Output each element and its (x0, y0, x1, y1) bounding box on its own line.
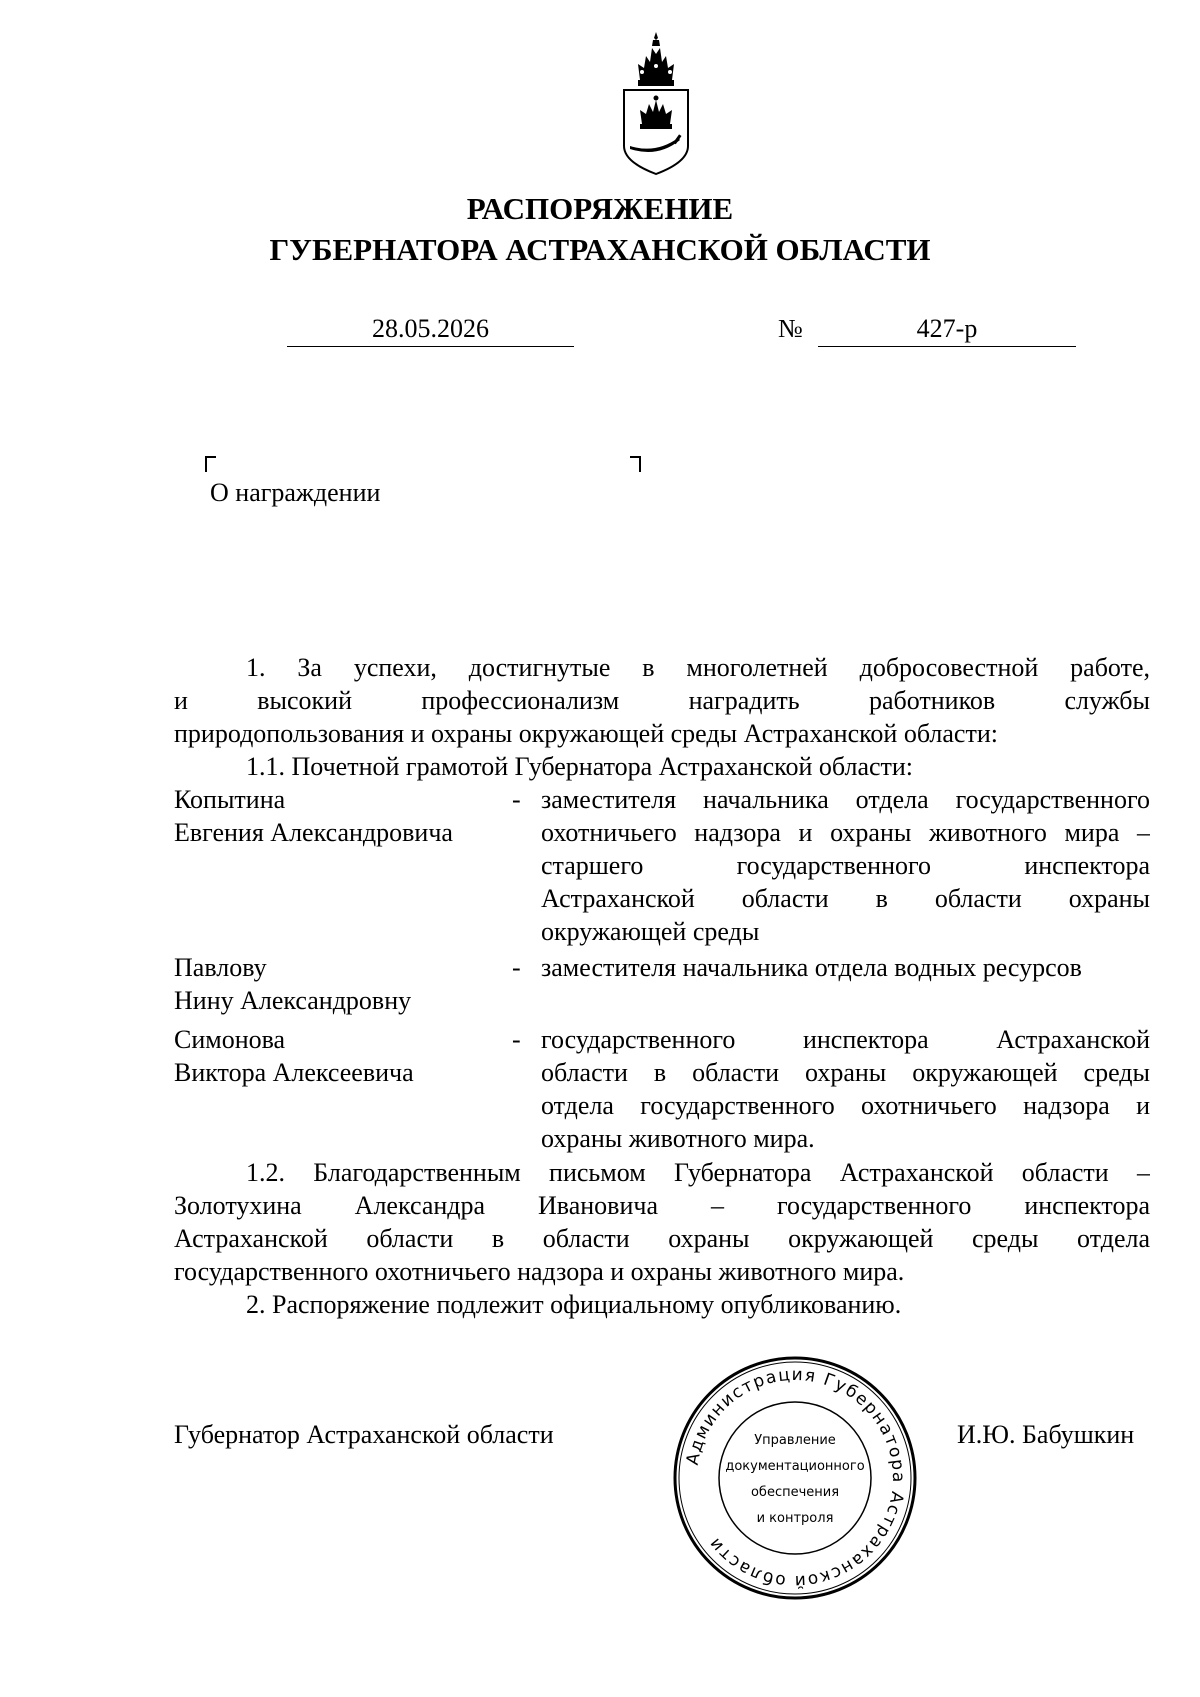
document-title: РАСПОРЯЖЕНИЕ (466, 191, 734, 226)
position-line: отдела государственного охотничьего надзора и (541, 1091, 1150, 1120)
signatory-position: Губернатор Астраханской области (174, 1420, 554, 1449)
awardee-position (541, 951, 1150, 984)
awardee-surname: Павлову (174, 953, 267, 982)
issuer-title: ГУБЕРНАТОРА АСТРАХАНСКОЙ ОБЛАСТИ (269, 232, 931, 267)
position-line: старшего государственного инспектора (541, 851, 1150, 880)
document-number: 427-р (818, 312, 1076, 347)
paragraph-line: природопользования и охраны окружающей среды Астраханской области: (174, 719, 998, 748)
awardee-given-names: Евгения Александровича (174, 818, 453, 847)
paragraph-1-1: 1.1. Почетной грамотой Губернатора Астраханской области: (246, 752, 914, 781)
awardee-position (541, 783, 1150, 948)
position-line: заместителя начальника отдела водных ресурсов (541, 953, 1082, 982)
stamp-inner-line: Управление (754, 1433, 836, 1448)
position-line: государственного инспектора Астраханской (541, 1025, 1150, 1054)
stamp-ring-text: Администрация Губернатора Астраханской области (682, 1364, 909, 1592)
paragraph-line: и высокий профессионализм наградить работников службы (174, 686, 1150, 715)
coat-of-arms-icon (616, 28, 696, 178)
stamp-inner-line: и контроля (756, 1511, 834, 1526)
paragraph-line: 1.2. Благодарственным письмом Губернатора Астраханской области – (246, 1158, 1150, 1187)
document-date: 28.05.2026 (287, 312, 574, 347)
paragraph-line: Золотухина Александра Ивановича – государственного инспектора (174, 1191, 1150, 1220)
official-stamp (672, 1355, 918, 1601)
number-label: № (778, 314, 803, 343)
awardee-dash: - (512, 785, 521, 814)
position-line: охотничьего надзора и охраны животного мира – (541, 818, 1150, 847)
subject-corner-left (205, 456, 216, 472)
awardee-given-names: Нину Александровну (174, 986, 412, 1015)
position-line: окружающей среды (541, 917, 760, 946)
awardee-position (541, 1023, 1150, 1155)
stamp-inner-line: документационного (725, 1459, 865, 1474)
awardee-given-names: Виктора Алексеевича (174, 1058, 414, 1087)
paragraph-line: Астраханской области в области охраны окружающей среды отдела (174, 1224, 1150, 1253)
awardee-surname: Симонова (174, 1025, 286, 1054)
paragraph-line: государственного охотничьего надзора и охраны животного мира. (174, 1257, 905, 1286)
stamp-inner-line: обеспечения (750, 1485, 840, 1500)
signatory-name: И.Ю. Бабушкин (957, 1420, 1135, 1449)
subject-corner-right (630, 456, 641, 472)
document-subject: О награждении (210, 478, 381, 507)
awardee-dash: - (512, 1025, 521, 1054)
position-line: охраны животного мира. (541, 1124, 815, 1153)
position-line: заместителя начальника отдела государственного (541, 785, 1150, 814)
position-line: области в области охраны окружающей среды (541, 1058, 1150, 1087)
position-line: Астраханской области в области охраны (541, 884, 1150, 913)
awardee-dash: - (512, 953, 521, 982)
awardee-surname: Копытина (174, 785, 286, 814)
paragraph-line: 1. За успехи, достигнутые в многолетней добросовестной работе, (246, 653, 1150, 682)
paragraph-2: 2. Распоряжение подлежит официальному опубликованию. (246, 1290, 902, 1319)
svg-text:Администрация Губернатора Астр (683, 1365, 908, 1591)
